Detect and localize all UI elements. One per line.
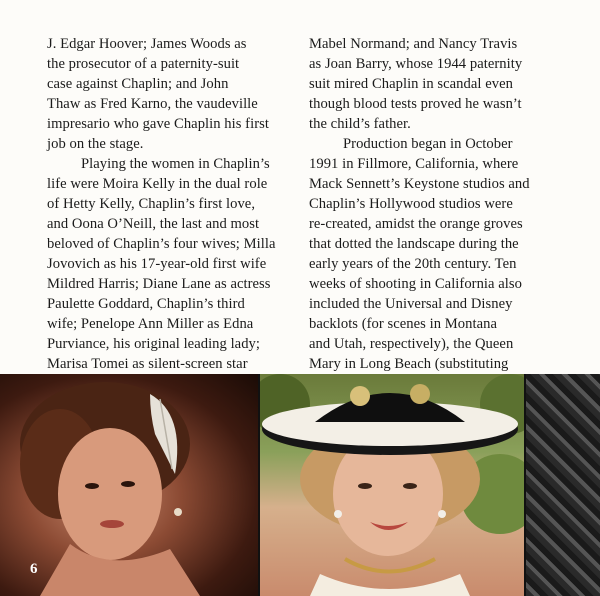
text-line-paragraph-start: Playing the women in Chaplin’s (81, 156, 270, 172)
text-line: and Oona O’Neill, the last and most (47, 216, 260, 232)
text-line: Mabel Normand; and Nancy Travis (309, 36, 518, 52)
text-line: life were Moira Kelly in the dual role (47, 176, 268, 192)
photo-textured-detail (526, 374, 600, 596)
portrait-illustration (260, 374, 524, 596)
portrait-illustration (0, 374, 258, 596)
text-line: of Hetty Kelly, Chaplin’s first love, (47, 196, 256, 212)
text-line: case against Chaplin; and John (47, 76, 229, 92)
text-line: and Utah, respectively), the Queen (309, 336, 514, 352)
text-line: though blood tests proved he wasn’t (309, 96, 522, 112)
text-line: Paulette Goddard, Chaplin’s third (47, 296, 245, 312)
text-line: Mildred Harris; Diane Lane as actress (47, 276, 271, 292)
photo-strip (0, 374, 600, 596)
text-line: early years of the 20th century. Ten (309, 256, 517, 272)
page-number: 6 (30, 561, 38, 577)
text-line: Marisa Tomei as silent-screen star (47, 356, 248, 372)
text-line: the prosecutor of a paternity-suit (47, 56, 240, 72)
text-line: Mack Sennett’s Keystone studios and (309, 176, 530, 192)
text-line: 1991 in Fillmore, California, where (309, 156, 519, 172)
text-line: suit mired Chaplin in scandal even (309, 76, 513, 92)
text-line: Mary in Long Beach (substituting (309, 356, 509, 372)
photo-woman-hat (260, 374, 524, 596)
text-line-paragraph-start: Production began in October (343, 136, 513, 152)
text-line: impresario who gave Chaplin his first (47, 116, 269, 132)
text-line: job on the stage. (47, 136, 144, 152)
text-line: the child’s father. (309, 116, 411, 132)
text-line: re-created, amidst the orange groves (309, 216, 523, 232)
text-line: included the Universal and Disney (309, 296, 513, 312)
text-line: backlots (for scenes in Montana (309, 316, 497, 332)
right-column (309, 34, 561, 374)
text-line: Thaw as Fred Karno, the vaudeville (47, 96, 258, 112)
text-line: J. Edgar Hoover; James Woods as (47, 36, 247, 52)
text-line: as Joan Barry, whose 1944 paternity (309, 56, 523, 72)
text-line: weeks of shooting in California also (309, 276, 522, 292)
text-line: beloved of Chaplin’s four wives; Milla (47, 236, 276, 252)
text-area (0, 34, 600, 372)
text-line: Purviance, his original leading lady; (47, 336, 261, 352)
text-line: that dotted the landscape during the (309, 236, 519, 252)
text-line: wife; Penelope Ann Miller as Edna (47, 316, 254, 332)
text-line: Chaplin’s Hollywood studios were (309, 196, 513, 212)
text-line: Jovovich as his 17-year-old first wife (47, 256, 267, 272)
left-column (47, 34, 299, 374)
photo-woman-feather-headdress (0, 374, 258, 596)
